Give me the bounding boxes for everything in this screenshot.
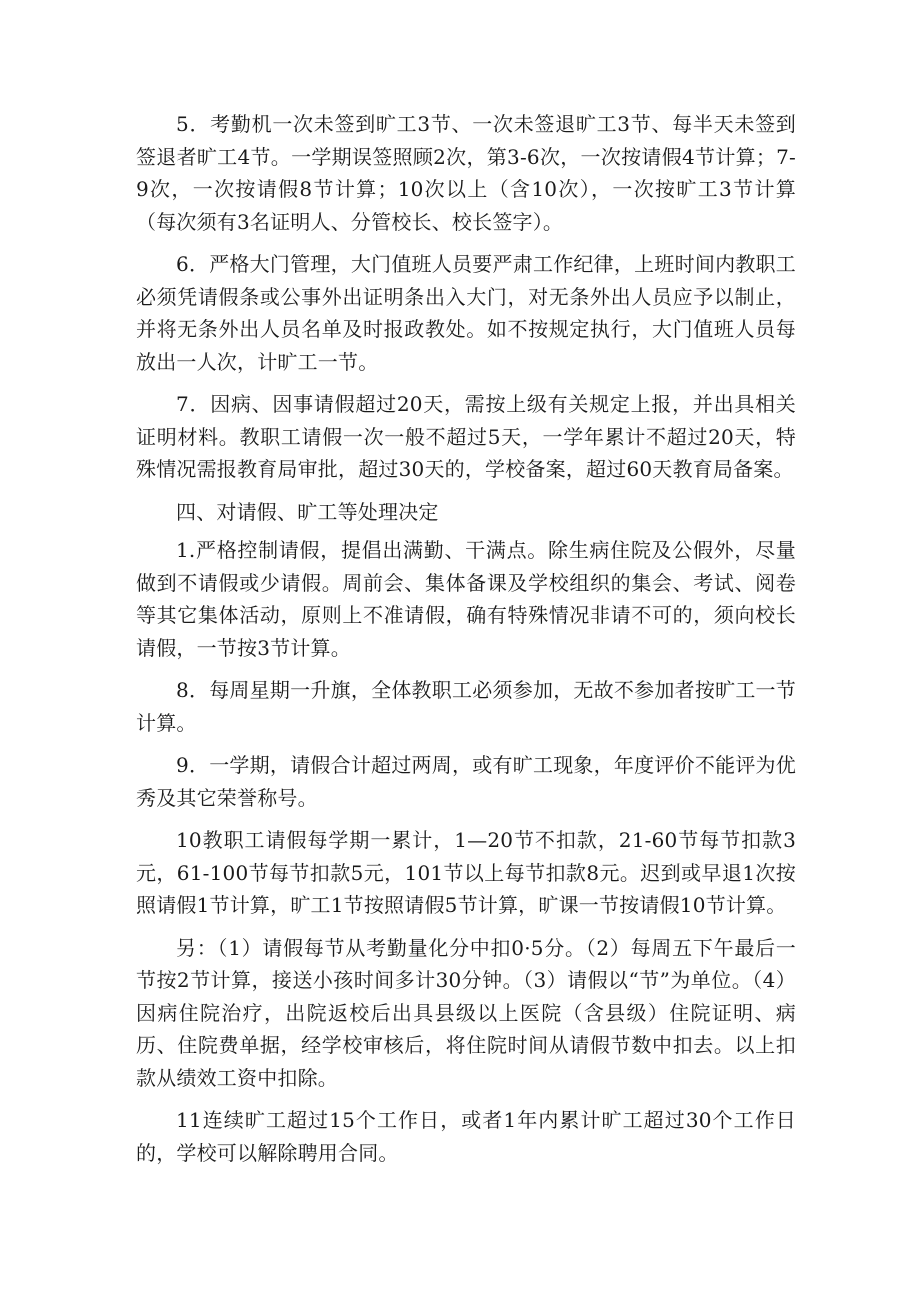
- paragraph-item-1: 1.严格控制请假，提倡出满勤、干满点。除生病住院及公假外，尽量做到不请假或少请假。周前会、集体备课及学校组织的集会、考试、阅卷等其它集体活动，原则上不准请假，确有特殊情况非请不可的，须向校长请假，一节按3节计算。: [136, 538, 796, 660]
- paragraph-item-10: 10教职工请假每学期一累计，1—20节不扣款，21-60节每节扣款3元，61-100节每节扣款5元，101节以上每节扣款8元。迟到或早退1次按照请假1节计算，旷工1节按照请假5节计算，旷课一节按请假10节计算。: [136, 828, 796, 917]
- paragraph-item-9: 9．一学期，请假合计超过两周，或有旷工现象，年度评价不能评为优秀及其它荣誉称号。: [136, 753, 796, 810]
- paragraph-item-6: 6．严格大门管理，大门值班人员要严肃工作纪律，上班时间内教职工必须凭请假条或公事外出证明条出入大门，对无条外出人员应予以制止，并将无条外出人员名单及时报政教处。如不按规定执行，大门值班人员每放出一人次，计旷工一节。: [136, 252, 796, 374]
- document-body: [136, 108, 796, 1179]
- paragraph-item-5: 5．考勤机一次未签到旷工3节、一次未签退旷工3节、每半天未签到签退者旷工4节。一学期误签照顾2次，第3-6次，一次按请假4节计算；7-9次，一次按请假8节计算；10次以上（含10次），一次按旷工3节计算（每次须有3名证明人、分管校长、校长签字）。: [136, 112, 796, 234]
- section-heading: 四、对请假、旷工等处理决定: [176, 499, 439, 524]
- paragraph-item-11: 11连续旷工超过15个工作日，或者1年内累计旷工超过30个工作日的，学校可以解除聘用合同。: [136, 1108, 796, 1165]
- paragraph-item-8: 8．每周星期一升旗，全体教职工必须参加，无故不参加者按旷工一节计算。: [136, 678, 796, 735]
- paragraph-supplement: 另：（1）请假每节从考勤量化分中扣0·5分。（2）每周五下午最后一节按2节计算，接送小孩时间多计30分钟。（3）请假以“节”为单位。（4）因病住院治疗，出院返校后出具县级以上医院（含县级）住院证明、病历、住院费单据，经学校审核后，将住院时间从请假节数中扣去。以上扣款从绩效工资中扣除。: [136, 935, 796, 1090]
- paragraph-item-7: 7．因病、因事请假超过20天，需按上级有关规定上报，并出具相关证明材料。教职工请假一次一般不超过5天，一学年累计不超过20天，特殊情况需报教育局审批，超过30天的，学校备案，超过60天教育局备案。: [136, 392, 796, 481]
